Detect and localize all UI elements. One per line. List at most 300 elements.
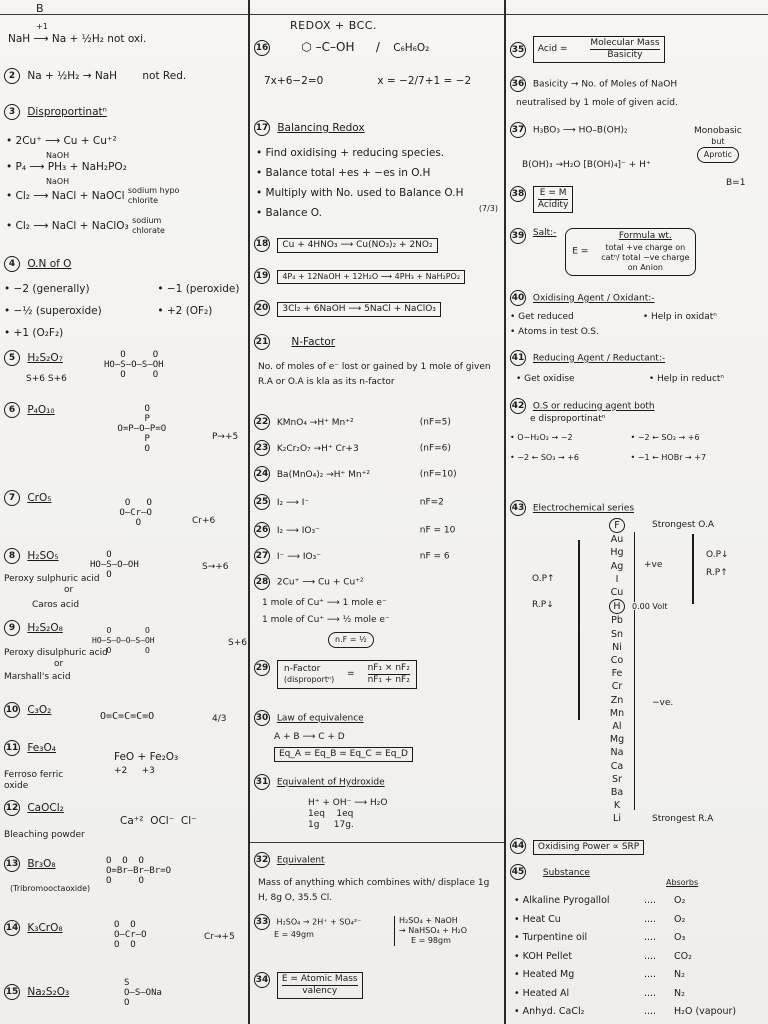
s42-title: O.S or reducing agent both xyxy=(532,401,655,412)
s39-label: Salt:- xyxy=(532,228,557,238)
num-24: 24 xyxy=(254,466,270,482)
s3-l3: • Cl₂ ⟶ NaCl + NaOCl xyxy=(6,190,125,202)
s26-nf: nF = 10 xyxy=(419,525,456,536)
s9-sub2: or xyxy=(54,659,64,669)
absorb-row xyxy=(514,1003,764,1022)
s4-l2a: • −½ (superoxide) xyxy=(4,305,102,317)
s3-l3-note: sodium hypo chlorite xyxy=(127,186,180,205)
section-10 xyxy=(4,702,248,724)
s9-title: H₂S₂O₈ xyxy=(27,622,63,634)
s5-title: H₂S₂O₇ xyxy=(27,352,63,364)
s12-ions: Ca⁺² OCl⁻ Cl⁻ xyxy=(120,815,197,827)
s17-l3b: (7/3) xyxy=(478,204,498,213)
series-element: Zn xyxy=(610,694,624,706)
electrochemical-series-list xyxy=(602,518,632,826)
num-27: 27 xyxy=(254,548,270,564)
s27-eq: I⁻ ⟶ IO₃⁻ xyxy=(276,551,322,562)
num-10: 10 xyxy=(4,702,20,718)
s29-box: n-Factor (disproportⁿ) = $\frac{\text{nF₁ × nF₂}}{\text{nF₁ + nF₂}}$ xyxy=(277,660,417,689)
eq-2 xyxy=(4,68,248,84)
s30-eq: Eq_A = Eq_B = Eq_C = Eq_D xyxy=(274,747,413,762)
absorb-dots: .... xyxy=(644,950,657,962)
section-20 xyxy=(254,300,504,317)
s10-ox: 4/3 xyxy=(212,714,227,724)
num-13: 13 xyxy=(4,856,20,872)
series-arrow-right xyxy=(692,534,694,604)
s43-title: Electrochemical series xyxy=(532,503,635,514)
s33-r2: → NaHSO₄ + H₂O xyxy=(399,926,468,935)
section-21 xyxy=(254,334,504,390)
s33-r3: E = 98gm xyxy=(411,936,451,945)
s21-title: N-Factor xyxy=(291,336,336,348)
s38-bot: Acidity xyxy=(537,200,569,210)
num-36: 36 xyxy=(510,76,526,92)
section-45 xyxy=(510,864,768,887)
section-13 xyxy=(4,856,248,894)
num-32: 32 xyxy=(254,852,270,868)
absorb-dots: .... xyxy=(644,895,657,906)
num-45: 45 xyxy=(510,864,526,880)
s4-l1b: • −1 (peroxide) xyxy=(157,283,240,295)
section-22 xyxy=(254,414,504,430)
num-44: 44 xyxy=(510,838,526,854)
section-35 xyxy=(510,36,768,63)
s28-l1: 1 mole of Cu⁺ ⟶ 1 mole e⁻ xyxy=(262,598,387,608)
num-17: 17 xyxy=(254,120,270,136)
s36-text1: Basicity → No. of Moles of NaOH xyxy=(532,79,678,90)
s7-structure: O O O–Cr–O O xyxy=(119,498,152,528)
num-20: 20 xyxy=(254,300,270,316)
s31-l2: 1eq 1eq xyxy=(308,809,354,819)
series-arrow-left xyxy=(578,540,580,720)
section-31 xyxy=(254,774,504,831)
series-element: Cu xyxy=(610,587,624,599)
eq2-note: not Red. xyxy=(142,70,187,82)
series-element: I xyxy=(615,573,619,585)
s43-neg: −ve. xyxy=(652,698,674,708)
s6-title: P₄O₁₀ xyxy=(27,404,55,416)
column-2 xyxy=(250,0,504,1024)
absorb-dots: .... xyxy=(644,1006,657,1017)
series-element: Fe xyxy=(611,668,623,680)
num-6: 6 xyxy=(4,402,20,418)
column-1 xyxy=(0,0,248,1024)
absorb-substance: • Heated Mg xyxy=(514,969,575,980)
s15-title: Na₂S₂O₃ xyxy=(27,986,70,998)
s43-rp2: R.P↑ xyxy=(706,568,728,578)
s24-eq: Ba(MnO₄)₂ →H⁺ Mn⁺² xyxy=(276,469,370,480)
series-element: Sr xyxy=(612,773,622,785)
s45-h1: Substance xyxy=(542,867,590,878)
s32-title: Equivalent xyxy=(276,855,325,866)
section-43 xyxy=(510,500,768,516)
s6-structure: O P O=P–O–P=O P O xyxy=(117,404,167,454)
series-element: Cr xyxy=(611,681,623,693)
num-33: 33 xyxy=(254,914,270,930)
s36-text2: neutralised by 1 mole of given acid. xyxy=(516,98,678,108)
num-30: 30 xyxy=(254,710,270,726)
section-41 xyxy=(510,350,768,385)
s3-title: Disproportinatⁿ xyxy=(27,106,107,118)
section-19 xyxy=(254,268,504,284)
num-9: 9 xyxy=(4,620,20,636)
s8-structure: O HO–S–O–OH O xyxy=(90,550,139,580)
absorb-dots: .... xyxy=(644,969,657,980)
s29-bot: nF₁ + nF₂ xyxy=(367,675,410,685)
s37-note3: Aprotic xyxy=(697,147,739,163)
s30-title: Law of equivalence xyxy=(276,713,364,724)
s4-title: O.N of O xyxy=(27,258,72,270)
s17-l1: • Find oxidising + reducing species. xyxy=(256,147,445,159)
page-title: REDOX + BCC. xyxy=(290,19,377,32)
s37-eq: H₃BO₃ ⟶ HO–B(OH)₂ xyxy=(532,125,628,136)
s8-title: H₂SO₅ xyxy=(27,550,59,562)
section-29 xyxy=(254,660,504,689)
s42-l1a: • O−H₂O₂ → −2 xyxy=(510,433,573,442)
s29-left1: n-Factor xyxy=(283,664,321,674)
s19-eq: 4P₄ + 12NaOH + 12H₂O ⟶ 4PH₃ + NaH₂PO₂ xyxy=(277,270,465,284)
series-element: Mn xyxy=(609,707,625,719)
absorb-gas: O₃ xyxy=(674,932,686,943)
absorb-dots: .... xyxy=(644,932,657,943)
section-9 xyxy=(4,620,248,683)
s27-nf: nF = 6 xyxy=(419,551,450,562)
eq1-ox: +1 xyxy=(36,22,48,31)
s41-title: Reducing Agent / Reductant:- xyxy=(532,353,666,364)
s39-top: Formula wt. xyxy=(618,231,672,241)
series-element: Pb xyxy=(611,615,623,627)
s11-ox: +2 +3 xyxy=(114,766,155,776)
s8-sub1: Peroxy sulphuric acid xyxy=(4,574,100,584)
s28-nf: n.F = ½ xyxy=(328,632,374,648)
s13-structure: O O O O=Br–Br–Br=O O O xyxy=(106,856,172,886)
num-7: 7 xyxy=(4,490,20,506)
s39-box xyxy=(565,228,696,276)
s45-h2: Absorbs xyxy=(666,878,699,887)
section-27 xyxy=(254,548,504,564)
section-42 xyxy=(510,398,768,463)
s11-sub: Ferroso ferric oxide xyxy=(4,770,64,791)
s33-e: E = 49gm xyxy=(274,930,314,939)
s34-bot: valency xyxy=(302,986,338,996)
num-5: 5 xyxy=(4,350,20,366)
series-element: Mg xyxy=(609,734,625,746)
s24-nf: (nF=10) xyxy=(419,469,457,480)
series-element: Sn xyxy=(610,628,624,640)
section-40 xyxy=(510,290,768,338)
absorb-gas: CO₂ xyxy=(674,950,692,962)
section-28 xyxy=(254,574,504,648)
series-element: F xyxy=(609,518,625,533)
s39-e: E = xyxy=(572,246,589,257)
s43-strong-oa: Strongest O.A xyxy=(652,520,715,530)
s16-calc1: 7x+6−2=0 xyxy=(264,75,324,87)
num-11: 11 xyxy=(4,740,20,756)
s4-l1a: • −2 (generally) xyxy=(4,283,90,295)
s37-eq2: B(OH)₃ →H₂O [B(OH)₄]⁻ + H⁺ xyxy=(522,160,651,170)
column-3 xyxy=(506,0,768,1024)
s41-l1a: • Get oxidise xyxy=(516,374,575,384)
s20-eq: 3Cl₂ + 6NaOH ⟶ 5NaCl + NaClO₃ xyxy=(277,302,441,317)
section-44 xyxy=(510,838,768,855)
s17-title: Balancing Redox xyxy=(277,122,365,134)
s17-l2: • Balance total +es + −es in O.H xyxy=(256,167,431,179)
section-12 xyxy=(4,800,248,841)
series-element: Na xyxy=(610,747,624,759)
num-43: 43 xyxy=(510,500,526,516)
s14-title: K₃CrO₈ xyxy=(27,922,63,934)
num-38: 38 xyxy=(510,186,526,202)
section-14 xyxy=(4,920,248,950)
s37-b: B=1 xyxy=(726,178,746,188)
series-element: Ba xyxy=(610,787,624,799)
s5-ox: S+6 S+6 xyxy=(26,374,67,384)
s18-eq: Cu + 4HNO₃ ⟶ Cu(NO₃)₂ + 2NO₂ xyxy=(277,238,437,253)
s40-l1b: • Help in oxidatⁿ xyxy=(642,312,717,322)
section-17 xyxy=(254,120,504,220)
s3-l2-over: NaOH xyxy=(46,151,70,160)
s39-bot1: total +ve charge on xyxy=(605,243,686,252)
s5-structure: O O HO–S–O–S–OH O O xyxy=(104,350,164,380)
s31-l3: 1g 17g. xyxy=(308,820,354,830)
s43-zero: 0.00 Volt xyxy=(632,602,668,611)
section-6 xyxy=(4,402,248,454)
s17-l3: • Multiply with No. used to Balance O.H xyxy=(256,187,464,199)
s8-ox: S→+6 xyxy=(202,562,229,572)
eq-1 xyxy=(8,22,248,46)
section-26 xyxy=(254,522,504,538)
num-16: 16 xyxy=(254,40,270,56)
series-element: Co xyxy=(610,655,624,667)
s13-title: Br₃O₈ xyxy=(27,858,56,870)
eq1-text: NaH ⟶ Na + ½H₂ not oxi. xyxy=(8,33,147,45)
series-brace-positive xyxy=(634,532,635,602)
s7-ox: Cr+6 xyxy=(192,516,216,526)
s6-ox: P→+5 xyxy=(212,432,239,442)
s34-top: E = Atomic Mass xyxy=(281,974,358,984)
s29-left2: (disproportⁿ) xyxy=(283,675,335,684)
s4-l2b: • +2 (OF₂) xyxy=(157,305,213,317)
s40-l2: • Atoms in test O.S. xyxy=(510,327,599,337)
s4-l3: • +1 (O₂F₂) xyxy=(4,327,64,339)
section-30 xyxy=(254,710,504,762)
s3-l4: • Cl₂ ⟶ NaCl + NaClO₃ xyxy=(6,220,129,232)
s33-r1: H₂SO₄ + NaOH xyxy=(399,916,458,925)
s25-nf: nF=2 xyxy=(419,497,444,508)
s35-box xyxy=(533,36,665,63)
s26-eq: I₂ ⟶ IO₃⁻ xyxy=(276,525,320,536)
section-7 xyxy=(4,490,248,528)
absorb-substance: • Anhyd. CaCl₂ xyxy=(514,1006,585,1017)
num-40: 40 xyxy=(510,290,526,306)
s31-l1: H⁺ + OH⁻ ⟶ H₂O xyxy=(308,798,388,808)
absorb-gas: N₂ xyxy=(674,987,685,999)
s33-eq: H₂SO₄ → 2H⁺ + SO₄²⁻ xyxy=(276,917,362,927)
s32-text: Mass of anything which combines with/ displace 1g H, 8g O, 35.5 Cl. xyxy=(258,878,490,903)
section-16: 16 ⬡ –C–OH / C₆H₆O₂ 7x+6−2=0 x = −2/7+1 = −2 xyxy=(255,40,472,87)
series-element: Ag xyxy=(610,560,624,572)
s9-sub1: Peroxy disulphuric acid xyxy=(4,648,108,658)
eq2-text: Na + ½H₂ → NaH xyxy=(27,70,118,82)
num-31: 31 xyxy=(254,774,270,790)
s12-sub: Bleaching powder xyxy=(4,830,85,840)
s16-structure: ⬡ –C–OH xyxy=(301,40,355,54)
section-24 xyxy=(254,466,504,482)
s35-top: Molecular Mass xyxy=(590,38,660,48)
s16-calc2: x = −2/7+1 = −2 xyxy=(377,75,472,87)
num-8: 8 xyxy=(4,548,20,564)
s40-title: Oxidising Agent / Oxidant:- xyxy=(532,293,655,304)
num-42: 42 xyxy=(510,398,526,414)
s39-bot3: on Anion xyxy=(627,263,663,272)
section-11 xyxy=(4,740,248,792)
series-element: Li xyxy=(613,813,621,825)
series-element: Al xyxy=(612,721,622,733)
absorb-substance: • Heated Al xyxy=(514,987,570,999)
divider-31-32 xyxy=(250,842,504,843)
s22-eq: KMnO₄ →H⁺ Mn⁺² xyxy=(276,417,354,428)
num-23: 23 xyxy=(254,440,270,456)
section-36 xyxy=(510,76,768,109)
s11-eq: FeO + Fe₂O₃ xyxy=(114,751,179,763)
s25-eq: I₂ ⟶ I⁻ xyxy=(276,497,310,508)
s3-l2: • P₄ ⟶ PH₃ + NaH₂PO₂ xyxy=(6,161,127,173)
s8-sub2: or xyxy=(64,585,74,595)
num-21: 21 xyxy=(254,334,270,350)
section-18 xyxy=(254,236,504,253)
s37-note2: but xyxy=(711,137,725,146)
s12-title: CaOCl₂ xyxy=(27,802,64,814)
series-element: K xyxy=(613,800,621,812)
s13-sub: (Tribromooctaoxide) xyxy=(10,884,91,893)
absorb-row xyxy=(514,966,764,985)
s14-ox: Cr→+5 xyxy=(204,932,235,942)
num-35: 35 xyxy=(510,42,526,58)
section-4 xyxy=(4,256,248,340)
s37-note1: Monobasic xyxy=(694,126,742,136)
s44-text: Oxidising Power ∝ SRP xyxy=(533,840,644,855)
num-15: 15 xyxy=(4,984,20,1000)
s15-structure: S O–S–ONa O xyxy=(124,978,162,1008)
s17-l4: • Balance O. xyxy=(256,207,322,219)
num-29: 29 xyxy=(254,660,270,676)
s30-l1: A + B ⟶ C + D xyxy=(274,732,345,742)
s43-rp: R.P↓ xyxy=(532,600,554,610)
series-element: H xyxy=(609,599,625,614)
s11-title: Fe₃O₄ xyxy=(27,742,56,754)
series-element: Ni xyxy=(612,641,622,653)
section-5 xyxy=(4,350,248,385)
corner-mark: B xyxy=(36,2,44,15)
section-23 xyxy=(254,440,504,456)
absorb-gas: O₂ xyxy=(674,895,686,906)
s22-nf: (nF=5) xyxy=(419,417,451,428)
num-4: 4 xyxy=(4,256,20,272)
absorb-substance: • Turpentine oil xyxy=(514,932,588,943)
s10-title: C₃O₂ xyxy=(27,704,52,716)
absorb-row xyxy=(514,911,764,930)
s35-bot: Basicity xyxy=(607,50,643,60)
absorb-gas: N₂ xyxy=(674,969,685,980)
section-39 xyxy=(510,228,768,276)
section-37 xyxy=(510,122,768,188)
num-14: 14 xyxy=(4,920,20,936)
s43-pos: +ve xyxy=(644,560,663,570)
s42-sub: e disproportinatⁿ xyxy=(530,414,606,424)
s39-bot2: catⁿ/ total −ve charge xyxy=(601,253,690,262)
absorb-row xyxy=(514,929,764,948)
s42-l2a: • −2 ← SO₃ → +6 xyxy=(510,453,580,462)
num-22: 22 xyxy=(254,414,270,430)
series-element: Au xyxy=(610,534,624,546)
absorb-gas: H₂O (vapour) xyxy=(674,1006,737,1017)
num-41: 41 xyxy=(510,350,526,366)
series-element: Ca xyxy=(610,760,624,772)
absorb-row xyxy=(514,985,764,1004)
absorb-table xyxy=(514,892,764,1022)
absorb-row xyxy=(514,892,764,911)
s42-l2b: • −1 ← HOBr → +7 xyxy=(630,453,707,462)
s3-l4-note: sodium chlorate xyxy=(132,216,165,235)
s40-l1a: • Get reduced xyxy=(510,312,574,322)
section-15 xyxy=(4,978,248,1008)
s41-l1b: • Help in reductⁿ xyxy=(648,374,725,384)
section-33 xyxy=(254,914,504,945)
num-12: 12 xyxy=(4,800,20,816)
section-8 xyxy=(4,548,248,611)
s9-ox: S+6 xyxy=(228,638,247,648)
num-18: 18 xyxy=(254,236,270,252)
series-element: Hg xyxy=(610,547,624,559)
series-brace-negative xyxy=(634,610,635,810)
s3-l1: • 2Cu⁺ ⟶ Cu + Cu⁺² xyxy=(6,135,117,147)
s43-op2: O.P↓ xyxy=(706,550,729,560)
absorb-row xyxy=(514,948,764,967)
num-28: 28 xyxy=(254,574,270,590)
s3-l3-over: NaOH xyxy=(46,177,70,186)
s35-label: Acid = xyxy=(537,44,568,54)
s10-structure: O=C=C=C=O xyxy=(100,711,155,722)
s42-l1b: • −2 ← SO₂ → +6 xyxy=(630,433,700,442)
s28-l2: 1 mole of Cu⁺ ⟶ ½ mole e⁻ xyxy=(262,615,390,625)
s43-strong-ra: Strongest R.A xyxy=(652,814,714,824)
num-3: 3 xyxy=(4,104,20,120)
absorb-gas: O₂ xyxy=(674,913,686,925)
section-34 xyxy=(254,972,504,999)
s9-structure: O O HO–S–O–O–S–OH O O xyxy=(92,626,155,655)
s38-top: E = M xyxy=(539,188,567,198)
s28-eq: 2Cu⁺ ⟶ Cu + Cu⁺² xyxy=(276,577,364,588)
absorb-dots: .... xyxy=(644,913,657,925)
section-32 xyxy=(254,852,504,906)
s14-structure: O O O–Cr–O O O xyxy=(114,920,147,950)
s38-box xyxy=(533,186,574,213)
s43-op: O.P↑ xyxy=(532,574,555,584)
absorb-dots: .... xyxy=(644,987,657,999)
s8-sub3: Caros acid xyxy=(32,600,80,610)
s7-title: CrO₅ xyxy=(27,492,52,504)
section-25 xyxy=(254,494,504,510)
s31-title: Equivalent of Hydroxide xyxy=(276,777,385,788)
s16-formula: C₆H₆O₂ xyxy=(393,42,430,54)
absorb-substance: • Alkaline Pyrogallol xyxy=(514,895,610,906)
absorb-substance: • KOH Pellet xyxy=(514,950,573,962)
num-2: 2 xyxy=(4,68,20,84)
num-19: 19 xyxy=(254,268,270,284)
num-37: 37 xyxy=(510,122,526,138)
num-26: 26 xyxy=(254,522,270,538)
num-34: 34 xyxy=(254,972,270,988)
